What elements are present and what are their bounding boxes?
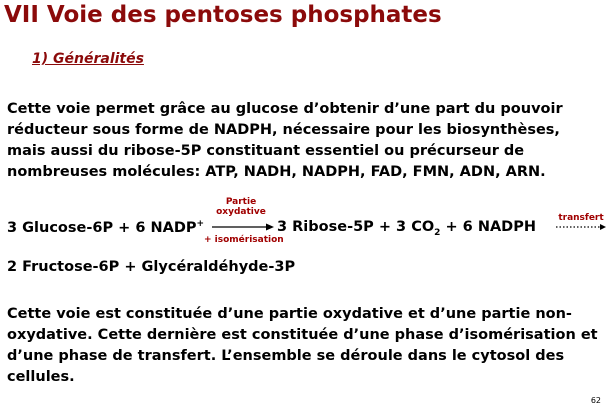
arrow-label-transfert: transfert bbox=[558, 213, 604, 223]
page-number: 62 bbox=[590, 396, 601, 405]
co2-subscript: 2 bbox=[434, 227, 441, 238]
dotted-arrow-icon bbox=[556, 222, 606, 232]
equation-products-2: 2 Fructose-6P + Glycéraldéhyde-3P bbox=[7, 259, 296, 275]
summary-paragraph: Cette voie est constituée d’une partie oxydative et d’une partie non-oxydative. Cette dernière est constituée d’une phase d’isomérisation et d’une phase de transfert. L’ensemble se déroule dans le cytosol des cellules. bbox=[7, 306, 598, 385]
arrow-label-oxidative: Partie oxydative bbox=[216, 197, 266, 217]
arrow-label-isomerisation: + isomérisation bbox=[204, 235, 284, 245]
intro-paragraph: Cette voie permet grâce au glucose d’obtenir d’une part du pouvoir réducteur sous forme de NADPH, nécessaire pour les biosynthèses, mais aussi du ribose-5P constituant essentiel ou précurseur de nombreuses molécules: ATP, NADH, NADPH, FAD, FMN, ADN, ARN. bbox=[7, 101, 563, 180]
equation-products-part1: 3 Ribose-5P + 3 CO bbox=[277, 219, 435, 235]
nadp-charge: + bbox=[196, 219, 205, 229]
reaction-arrow-icon bbox=[212, 222, 274, 232]
equation-reactants-text: 3 Glucose-6P + 6 NADP bbox=[7, 219, 197, 236]
section-heading: 1) Généralités bbox=[32, 51, 144, 67]
equation-products bbox=[277, 219, 536, 238]
equation-products-part2: + 6 NADPH bbox=[440, 219, 536, 235]
slide-title: VII Voie des pentoses phosphates bbox=[4, 2, 442, 28]
equation-reactants bbox=[7, 219, 204, 236]
